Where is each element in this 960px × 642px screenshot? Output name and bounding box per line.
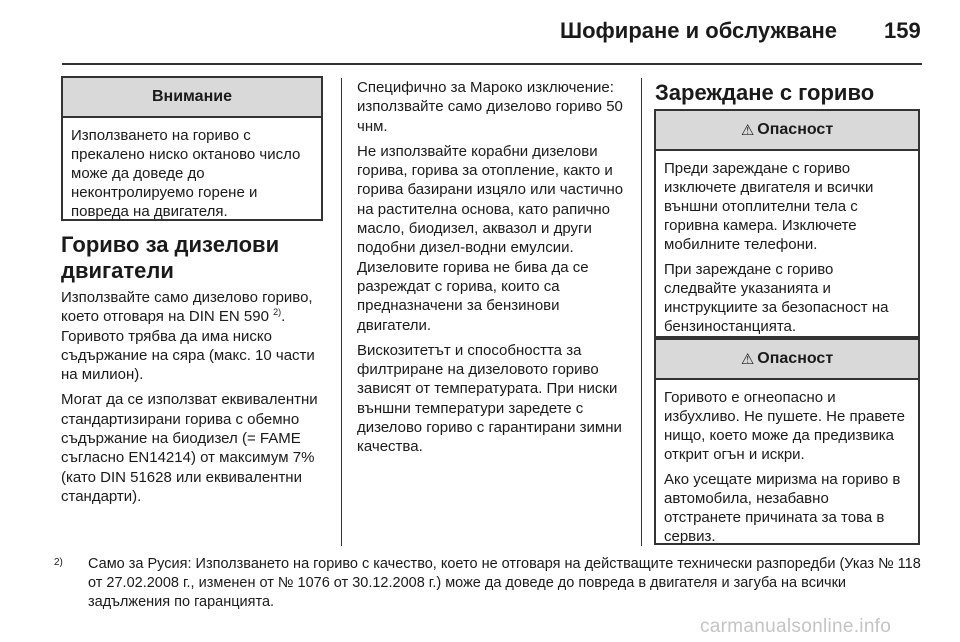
diesel-paragraph-4: Не използвайте корабни дизелови горива, горива за отопление, както и горива базирани изцяло или частично на растителна основа, като рапично масло, биодизел, аквазол и други подобни дизел-водни емулсии. Дизеловите горива не бива да се разреждат с горива, които са предназначени за бензинови двигатели. bbox=[357, 142, 624, 334]
column-divider-2 bbox=[641, 78, 642, 546]
danger-box-1-header bbox=[656, 111, 918, 151]
danger-box-1-body bbox=[656, 151, 918, 348]
warning-triangle-icon: ⚠ bbox=[740, 122, 755, 139]
header-title: Шофиране и обслужване bbox=[560, 18, 838, 43]
notice-box bbox=[61, 76, 323, 221]
footnote-mark: 2) bbox=[54, 557, 63, 568]
danger-box-1 bbox=[654, 109, 920, 338]
column-divider-1 bbox=[341, 78, 342, 546]
danger-box-1-heading: Опасност bbox=[757, 121, 834, 138]
notice-box-paragraph: Използването на гориво с прекалено ниско октаново число може да доведе до неконтролируемо горене и повреда на двигателя. bbox=[71, 127, 301, 220]
diesel-paragraph-2: Могат да се използват еквивалентни стандартизирани горива с обемно съдържание на биодизел (= FAME съгласно EN14214) от максимум 7% (като DIN 51628 или еквивалентни стандарти). bbox=[61, 391, 318, 505]
diesel-section bbox=[61, 232, 329, 512]
footnote-text: Само за Русия: Използването на гориво с качество, което не отговаря на действащите технически разпоредби (Указ № 118 от 27.02.2008 г., изменен от № 1076 от 30.12.2008 г.) може да доведе до повреда в двигателя и загуба на всички задължения по гаранцията. bbox=[88, 556, 921, 610]
diesel-paragraph-3: Специфично за Мароко изключение: използвайте само дизелово гориво 50 чнм. bbox=[357, 79, 623, 135]
danger-box-1-paragraph-2: При зареждане с гориво следвайте указанията и инструкциите за безопасност на бензиностанцията. bbox=[664, 261, 889, 335]
footnote-reference: 2) bbox=[273, 307, 282, 318]
danger-box-2-heading: Опасност bbox=[757, 350, 834, 367]
diesel-section-continued bbox=[357, 78, 631, 463]
diesel-heading: Гориво за дизелови двигатели bbox=[61, 232, 280, 283]
danger-box-2-paragraph-1: Горивото е огнеопасно и избухливо. Не пушете. Не правете нищо, което може да предизвика открит огън и искри. bbox=[664, 389, 906, 463]
header-rule bbox=[62, 63, 922, 65]
notice-box-text bbox=[63, 118, 321, 233]
danger-box-2-paragraph-2: Ако усещате миризма на гориво в автомобила, незабавно отстранете причината за това в сервиз. bbox=[664, 471, 901, 545]
danger-box-2-body bbox=[656, 380, 918, 558]
diesel-p1-text: Използвайте само дизелово гориво, което отговаря на DIN EN 590 bbox=[61, 289, 313, 326]
diesel-p1-text-after: . Горивото трябва да има ниско съдържание на сяра (макс. 10 части на милион). bbox=[61, 308, 315, 384]
footnote bbox=[54, 555, 924, 612]
page-number: 159 bbox=[884, 18, 921, 43]
danger-box-2 bbox=[654, 338, 920, 545]
diesel-paragraph-1 bbox=[61, 288, 329, 384]
diesel-paragraph-5: Вискозитетът и способността за филтриране на дизеловото гориво зависят от температурата. При ниски външни температури заредете с дизелово гориво с гарантирани зимни качества. bbox=[357, 341, 622, 456]
warning-triangle-icon: ⚠ bbox=[740, 351, 755, 368]
notice-box-heading: Внимание bbox=[63, 78, 321, 118]
refuelling-heading: Зареждане с гориво bbox=[655, 80, 875, 105]
danger-box-2-header bbox=[656, 340, 918, 380]
watermark: carmanualsonline.info bbox=[700, 616, 892, 637]
danger-box-1-paragraph-1: Преди зареждане с гориво изключете двигателя и всички външни отоплителни тела с горивна камера. Изключете мобилните телефони. bbox=[664, 160, 874, 253]
